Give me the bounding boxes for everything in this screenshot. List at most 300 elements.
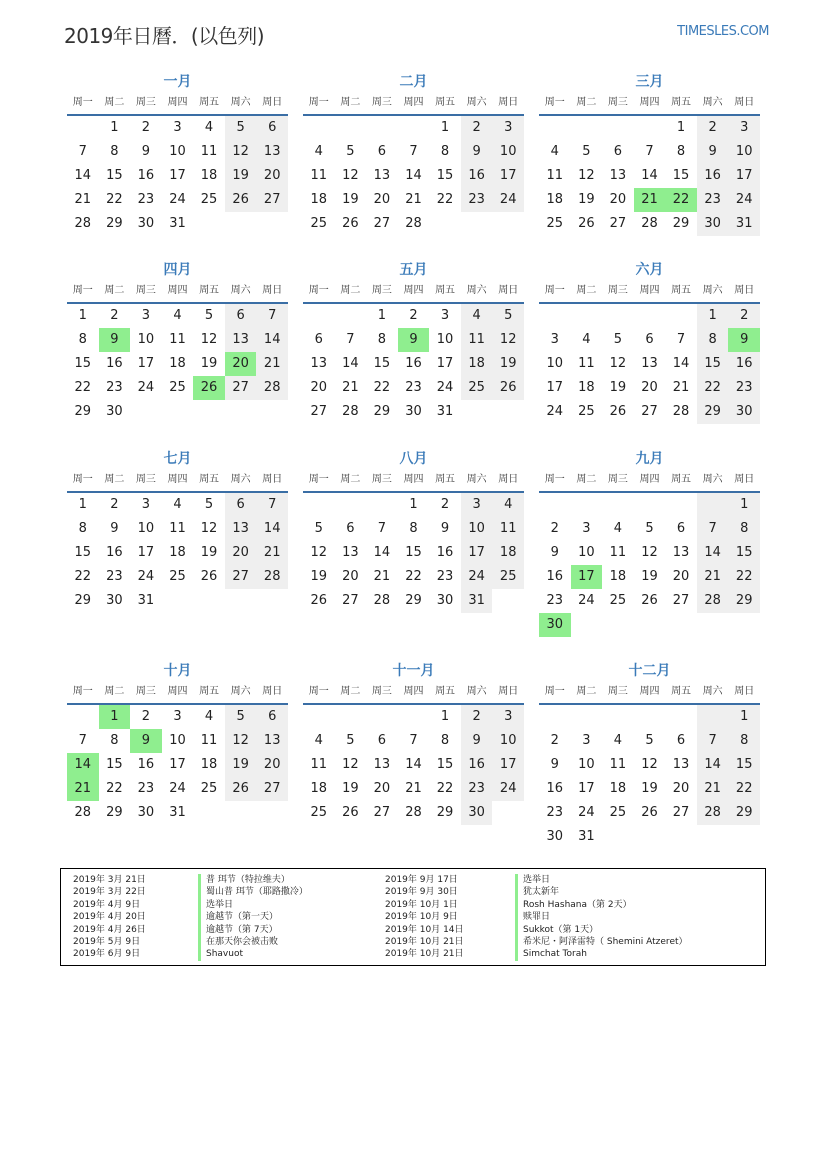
day-cell: 25: [310, 216, 328, 231]
day-cell: 17: [492, 753, 524, 777]
holiday-date: 2019年 10月 14日: [385, 924, 464, 935]
weekday-label: 周六: [702, 474, 723, 485]
day-cell: 17: [137, 545, 155, 560]
weekday-label: 周六: [230, 285, 251, 296]
holiday-day-cell: 14: [67, 753, 99, 777]
weekday-label: 周一: [544, 474, 565, 485]
day-cell: 2: [550, 521, 559, 536]
day-cell: 24: [169, 192, 186, 207]
day-cell: 18: [578, 380, 595, 395]
day-cell: 18: [169, 356, 186, 371]
day-cell: 22: [405, 569, 422, 584]
month-name: 九月: [635, 451, 664, 467]
day-cell: 12: [578, 168, 595, 183]
day-cell: 2: [728, 304, 760, 328]
month-name: 四月: [163, 262, 192, 278]
weekday-label: 周五: [435, 474, 456, 485]
day-cell: 23: [546, 593, 564, 608]
empty-cell: [634, 304, 666, 328]
day-cell: 11: [609, 757, 627, 772]
month-name: 五月: [399, 262, 428, 278]
weekday-label: 周日: [262, 686, 283, 697]
day-cell: 6: [314, 332, 323, 347]
day-cell: 7: [256, 304, 288, 328]
weekday-label: 周二: [104, 474, 125, 485]
day-cell: 7: [645, 144, 654, 159]
day-cell: 4: [173, 497, 182, 512]
weekday-label: 周四: [167, 97, 188, 108]
weekday-label: 周六: [702, 97, 723, 108]
weekday-label: 周四: [639, 474, 660, 485]
day-cell: 15: [405, 545, 422, 560]
day-cell: 12: [609, 356, 627, 371]
holiday-date: 2019年 3月 22日: [73, 887, 146, 898]
day-cell: 20: [256, 753, 288, 777]
day-cell: 19: [342, 192, 359, 207]
day-cell: 22: [697, 376, 729, 400]
weekday-label: 周六: [466, 686, 487, 697]
holiday-day-cell: 9: [130, 729, 162, 753]
weekday-label: 周二: [340, 97, 361, 108]
holiday-name: 犹太新年: [515, 886, 559, 898]
day-cell: 23: [106, 380, 123, 395]
holiday-name: 逾越节（第 7天）: [198, 924, 278, 936]
empty-cell: [303, 493, 335, 517]
day-cell: 25: [200, 192, 218, 207]
day-cell: 1: [676, 120, 686, 135]
holiday-day-cell: 20: [225, 352, 257, 376]
day-grid: [539, 304, 760, 424]
day-cell: 15: [74, 545, 92, 560]
day-cell: 22: [106, 192, 123, 207]
day-cell: 5: [582, 144, 591, 159]
day-cell: 19: [641, 569, 658, 584]
weekday-label: 周一: [544, 97, 565, 108]
day-cell: 25: [609, 805, 627, 820]
day-cell: 7: [377, 521, 387, 536]
month-calendar: [67, 260, 288, 424]
day-cell: 31: [436, 404, 454, 419]
day-cell: 5: [613, 332, 623, 347]
day-cell: 25: [609, 593, 627, 608]
day-cell: 9: [141, 144, 151, 159]
empty-cell: [634, 705, 666, 729]
weekday-label: 周日: [262, 285, 283, 296]
day-grid: [539, 705, 760, 849]
day-cell: 20: [609, 192, 627, 207]
day-cell: 13: [310, 356, 328, 371]
day-cell: 13: [373, 168, 391, 183]
day-cell: 9: [550, 757, 559, 772]
day-cell: 27: [225, 376, 257, 400]
day-cell: 29: [697, 400, 729, 424]
weekday-header: [303, 92, 524, 116]
day-cell: 14: [405, 168, 422, 183]
day-cell: 10: [169, 733, 186, 748]
weekday-label: 周三: [135, 686, 156, 697]
day-cell: 30: [106, 404, 123, 419]
day-cell: 24: [461, 565, 493, 589]
day-cell: 30: [137, 216, 155, 231]
day-cell: 28: [405, 216, 422, 231]
day-cell: 28: [74, 805, 92, 820]
day-cell: 24: [169, 781, 186, 796]
empty-cell: [602, 116, 634, 140]
weekday-header: [539, 469, 760, 493]
month-name: 十二月: [628, 663, 671, 679]
brand-link[interactable]: TIMESLES.COM: [677, 24, 769, 39]
day-cell: 10: [492, 140, 524, 164]
weekday-label: 周四: [167, 474, 188, 485]
month-calendar: [539, 72, 760, 236]
day-cell: 19: [492, 352, 524, 376]
day-cell: 31: [461, 589, 493, 613]
day-cell: 27: [609, 216, 627, 231]
day-cell: 1: [697, 304, 729, 328]
weekday-label: 周二: [576, 686, 597, 697]
day-cell: 3: [550, 332, 559, 347]
day-cell: 8: [110, 733, 119, 748]
day-cell: 23: [137, 781, 155, 796]
day-cell: 26: [641, 805, 658, 820]
day-cell: 8: [377, 332, 387, 347]
holiday-day-cell: 9: [398, 328, 430, 352]
day-cell: 2: [110, 497, 119, 512]
day-cell: 30: [461, 801, 493, 825]
empty-cell: [335, 705, 367, 729]
weekday-label: 周二: [104, 97, 125, 108]
weekday-label: 周四: [639, 97, 660, 108]
day-cell: 15: [728, 541, 760, 565]
day-cell: 17: [461, 541, 493, 565]
day-cell: 4: [173, 308, 182, 323]
holiday-day-cell: 17: [571, 565, 603, 589]
day-cell: 2: [461, 705, 493, 729]
day-cell: 8: [78, 332, 87, 347]
day-cell: 1: [110, 120, 119, 135]
day-cell: 7: [697, 729, 729, 753]
day-cell: 5: [645, 733, 654, 748]
day-cell: 4: [204, 709, 214, 724]
day-cell: 11: [609, 545, 627, 560]
holiday-day-cell: 22: [665, 188, 697, 212]
empty-cell: [665, 493, 697, 517]
day-cell: 17: [492, 164, 524, 188]
empty-cell: [366, 493, 398, 517]
month-calendar: [303, 661, 524, 825]
day-cell: 27: [256, 777, 288, 801]
weekday-label: 周二: [340, 285, 361, 296]
day-cell: 22: [373, 380, 391, 395]
day-cell: 6: [645, 332, 654, 347]
day-cell: 23: [728, 376, 760, 400]
day-cell: 5: [645, 521, 654, 536]
day-cell: 16: [106, 545, 123, 560]
day-cell: 18: [200, 168, 218, 183]
weekday-label: 周五: [199, 474, 220, 485]
day-cell: 16: [461, 164, 493, 188]
day-cell: 15: [106, 757, 123, 772]
day-cell: 16: [436, 545, 454, 560]
day-cell: 20: [373, 192, 391, 207]
day-grid: [303, 304, 524, 424]
day-cell: 12: [492, 328, 524, 352]
day-cell: 24: [492, 777, 524, 801]
day-cell: 6: [346, 521, 355, 536]
day-cell: 17: [436, 356, 454, 371]
day-cell: 20: [373, 781, 391, 796]
day-cell: 1: [440, 709, 450, 724]
weekday-label: 周三: [135, 97, 156, 108]
day-cell: 3: [461, 493, 493, 517]
day-cell: 10: [137, 521, 155, 536]
holiday-date: 2019年 4月 9日: [73, 899, 141, 910]
weekday-label: 周四: [167, 686, 188, 697]
weekday-label: 周六: [466, 97, 487, 108]
day-cell: 4: [314, 733, 323, 748]
day-cell: 9: [550, 545, 559, 560]
day-cell: 28: [672, 404, 690, 419]
day-cell: 15: [672, 168, 690, 183]
day-cell: 13: [641, 356, 658, 371]
weekday-label: 周日: [498, 97, 519, 108]
weekday-label: 周一: [308, 686, 329, 697]
day-cell: 14: [672, 356, 690, 371]
day-cell: 26: [225, 188, 257, 212]
weekday-label: 周五: [435, 686, 456, 697]
day-cell: 21: [672, 380, 690, 395]
holiday-name: Shavuot: [198, 948, 243, 960]
weekday-label: 周三: [371, 97, 392, 108]
day-cell: 11: [461, 328, 493, 352]
day-cell: 12: [310, 545, 328, 560]
day-cell: 26: [342, 216, 359, 231]
holiday-name: Rosh Hashana（第 2天）: [515, 899, 632, 911]
holiday-day-cell: 21: [67, 777, 99, 801]
day-grid: [67, 493, 288, 613]
weekday-label: 周四: [403, 97, 424, 108]
day-cell: 6: [225, 304, 257, 328]
day-cell: 11: [200, 733, 218, 748]
month-calendar: [67, 661, 288, 825]
weekday-label: 周四: [403, 285, 424, 296]
empty-cell: [303, 304, 335, 328]
weekday-label: 周五: [671, 285, 692, 296]
day-cell: 12: [225, 140, 257, 164]
day-cell: 3: [173, 709, 182, 724]
empty-cell: [398, 705, 430, 729]
day-cell: 25: [169, 569, 186, 584]
day-cell: 2: [440, 497, 450, 512]
day-cell: 13: [373, 757, 391, 772]
month-name: 八月: [399, 451, 428, 467]
day-cell: 27: [310, 404, 328, 419]
day-cell: 31: [728, 212, 760, 236]
weekday-label: 周四: [639, 686, 660, 697]
day-cell: 23: [137, 192, 155, 207]
day-cell: 10: [137, 332, 155, 347]
weekday-label: 周日: [498, 474, 519, 485]
day-cell: 16: [546, 781, 564, 796]
weekday-label: 周五: [199, 97, 220, 108]
day-cell: 6: [256, 116, 288, 140]
empty-cell: [366, 705, 398, 729]
day-cell: 10: [578, 757, 595, 772]
weekday-label: 周二: [104, 285, 125, 296]
day-cell: 27: [342, 593, 359, 608]
day-cell: 21: [697, 565, 729, 589]
weekday-label: 周一: [544, 686, 565, 697]
weekday-label: 周五: [199, 285, 220, 296]
day-cell: 25: [461, 376, 493, 400]
empty-cell: [335, 304, 367, 328]
weekday-label: 周三: [607, 285, 628, 296]
day-cell: 8: [676, 144, 686, 159]
day-cell: 24: [436, 380, 454, 395]
day-grid: [539, 493, 760, 637]
day-cell: 4: [492, 493, 524, 517]
weekday-label: 周三: [371, 474, 392, 485]
day-cell: 25: [169, 380, 186, 395]
day-cell: 10: [728, 140, 760, 164]
day-cell: 9: [461, 729, 493, 753]
day-cell: 28: [697, 589, 729, 613]
day-cell: 27: [672, 805, 690, 820]
weekday-label: 周五: [671, 97, 692, 108]
day-cell: 9: [697, 140, 729, 164]
day-cell: 21: [256, 541, 288, 565]
day-cell: 31: [578, 829, 595, 844]
day-cell: 5: [225, 705, 257, 729]
day-cell: 8: [409, 521, 418, 536]
empty-cell: [398, 116, 430, 140]
weekday-label: 周三: [607, 474, 628, 485]
day-cell: 23: [405, 380, 422, 395]
day-cell: 20: [672, 781, 690, 796]
day-grid: [539, 116, 760, 236]
day-cell: 18: [546, 192, 564, 207]
day-cell: 2: [697, 116, 729, 140]
holiday-date: 2019年 10月 21日: [385, 949, 464, 960]
month-calendar: [67, 449, 288, 613]
day-cell: 25: [578, 404, 595, 419]
month-calendar: [303, 72, 524, 236]
day-grid: [67, 116, 288, 236]
day-cell: 22: [436, 192, 454, 207]
holiday-day-cell: 1: [99, 705, 131, 729]
day-cell: 30: [436, 593, 454, 608]
day-cell: 8: [697, 328, 729, 352]
day-cell: 5: [204, 308, 214, 323]
day-cell: 27: [672, 593, 690, 608]
weekday-label: 周三: [607, 686, 628, 697]
empty-cell: [303, 116, 335, 140]
day-cell: 13: [672, 545, 690, 560]
holiday-name: 希米尼・阿泽雷特（ Shemini Atzeret）: [515, 936, 688, 948]
day-cell: 6: [377, 144, 387, 159]
day-cell: 23: [697, 188, 729, 212]
day-cell: 6: [676, 733, 686, 748]
day-cell: 16: [461, 753, 493, 777]
weekday-header: [303, 681, 524, 705]
month-name: 六月: [635, 262, 664, 278]
day-cell: 27: [373, 805, 391, 820]
day-cell: 26: [310, 593, 328, 608]
day-cell: 13: [672, 757, 690, 772]
day-cell: 28: [641, 216, 658, 231]
day-cell: 8: [440, 144, 450, 159]
weekday-label: 周日: [498, 285, 519, 296]
holiday-day-cell: 9: [728, 328, 760, 352]
day-cell: 9: [110, 521, 119, 536]
day-cell: 30: [697, 212, 729, 236]
empty-cell: [571, 116, 603, 140]
day-cell: 16: [137, 168, 155, 183]
day-cell: 1: [409, 497, 418, 512]
day-cell: 1: [728, 493, 760, 517]
empty-cell: [602, 493, 634, 517]
day-cell: 5: [225, 116, 257, 140]
day-cell: 11: [310, 168, 328, 183]
day-cell: 17: [169, 757, 186, 772]
day-cell: 24: [578, 593, 595, 608]
weekday-label: 周二: [576, 97, 597, 108]
day-cell: 7: [409, 144, 418, 159]
day-cell: 3: [173, 120, 182, 135]
weekday-label: 周日: [262, 474, 283, 485]
day-cell: 14: [641, 168, 658, 183]
day-cell: 25: [200, 781, 218, 796]
weekday-label: 周四: [403, 686, 424, 697]
day-cell: 19: [578, 192, 595, 207]
day-cell: 11: [169, 332, 186, 347]
holiday-name: Sukkot（第 1天）: [515, 924, 598, 936]
day-cell: 3: [582, 733, 591, 748]
day-cell: 20: [225, 541, 257, 565]
day-cell: 18: [461, 352, 493, 376]
weekday-label: 周一: [72, 474, 93, 485]
day-cell: 19: [641, 781, 658, 796]
month-calendar: [539, 661, 760, 849]
day-cell: 14: [405, 757, 422, 772]
day-cell: 8: [78, 521, 87, 536]
day-cell: 23: [546, 805, 564, 820]
day-cell: 12: [225, 729, 257, 753]
day-cell: 4: [314, 144, 323, 159]
day-cell: 26: [342, 805, 359, 820]
day-cell: 13: [256, 729, 288, 753]
day-cell: 12: [641, 757, 658, 772]
empty-cell: [67, 116, 99, 140]
day-cell: 7: [78, 733, 87, 748]
empty-cell: [539, 493, 571, 517]
weekday-label: 周日: [734, 686, 755, 697]
day-cell: 15: [74, 356, 92, 371]
empty-cell: [665, 705, 697, 729]
weekday-label: 周三: [371, 686, 392, 697]
page-title: 2019年日曆．(以色列): [64, 24, 265, 48]
day-cell: 25: [492, 565, 524, 589]
day-cell: 18: [200, 757, 218, 772]
empty-cell: [634, 493, 666, 517]
holiday-date: 2019年 4月 26日: [73, 924, 146, 935]
day-cell: 10: [169, 144, 186, 159]
day-cell: 28: [405, 805, 422, 820]
empty-cell: [571, 493, 603, 517]
day-cell: 5: [492, 304, 524, 328]
day-cell: 16: [697, 164, 729, 188]
weekday-header: [67, 92, 288, 116]
